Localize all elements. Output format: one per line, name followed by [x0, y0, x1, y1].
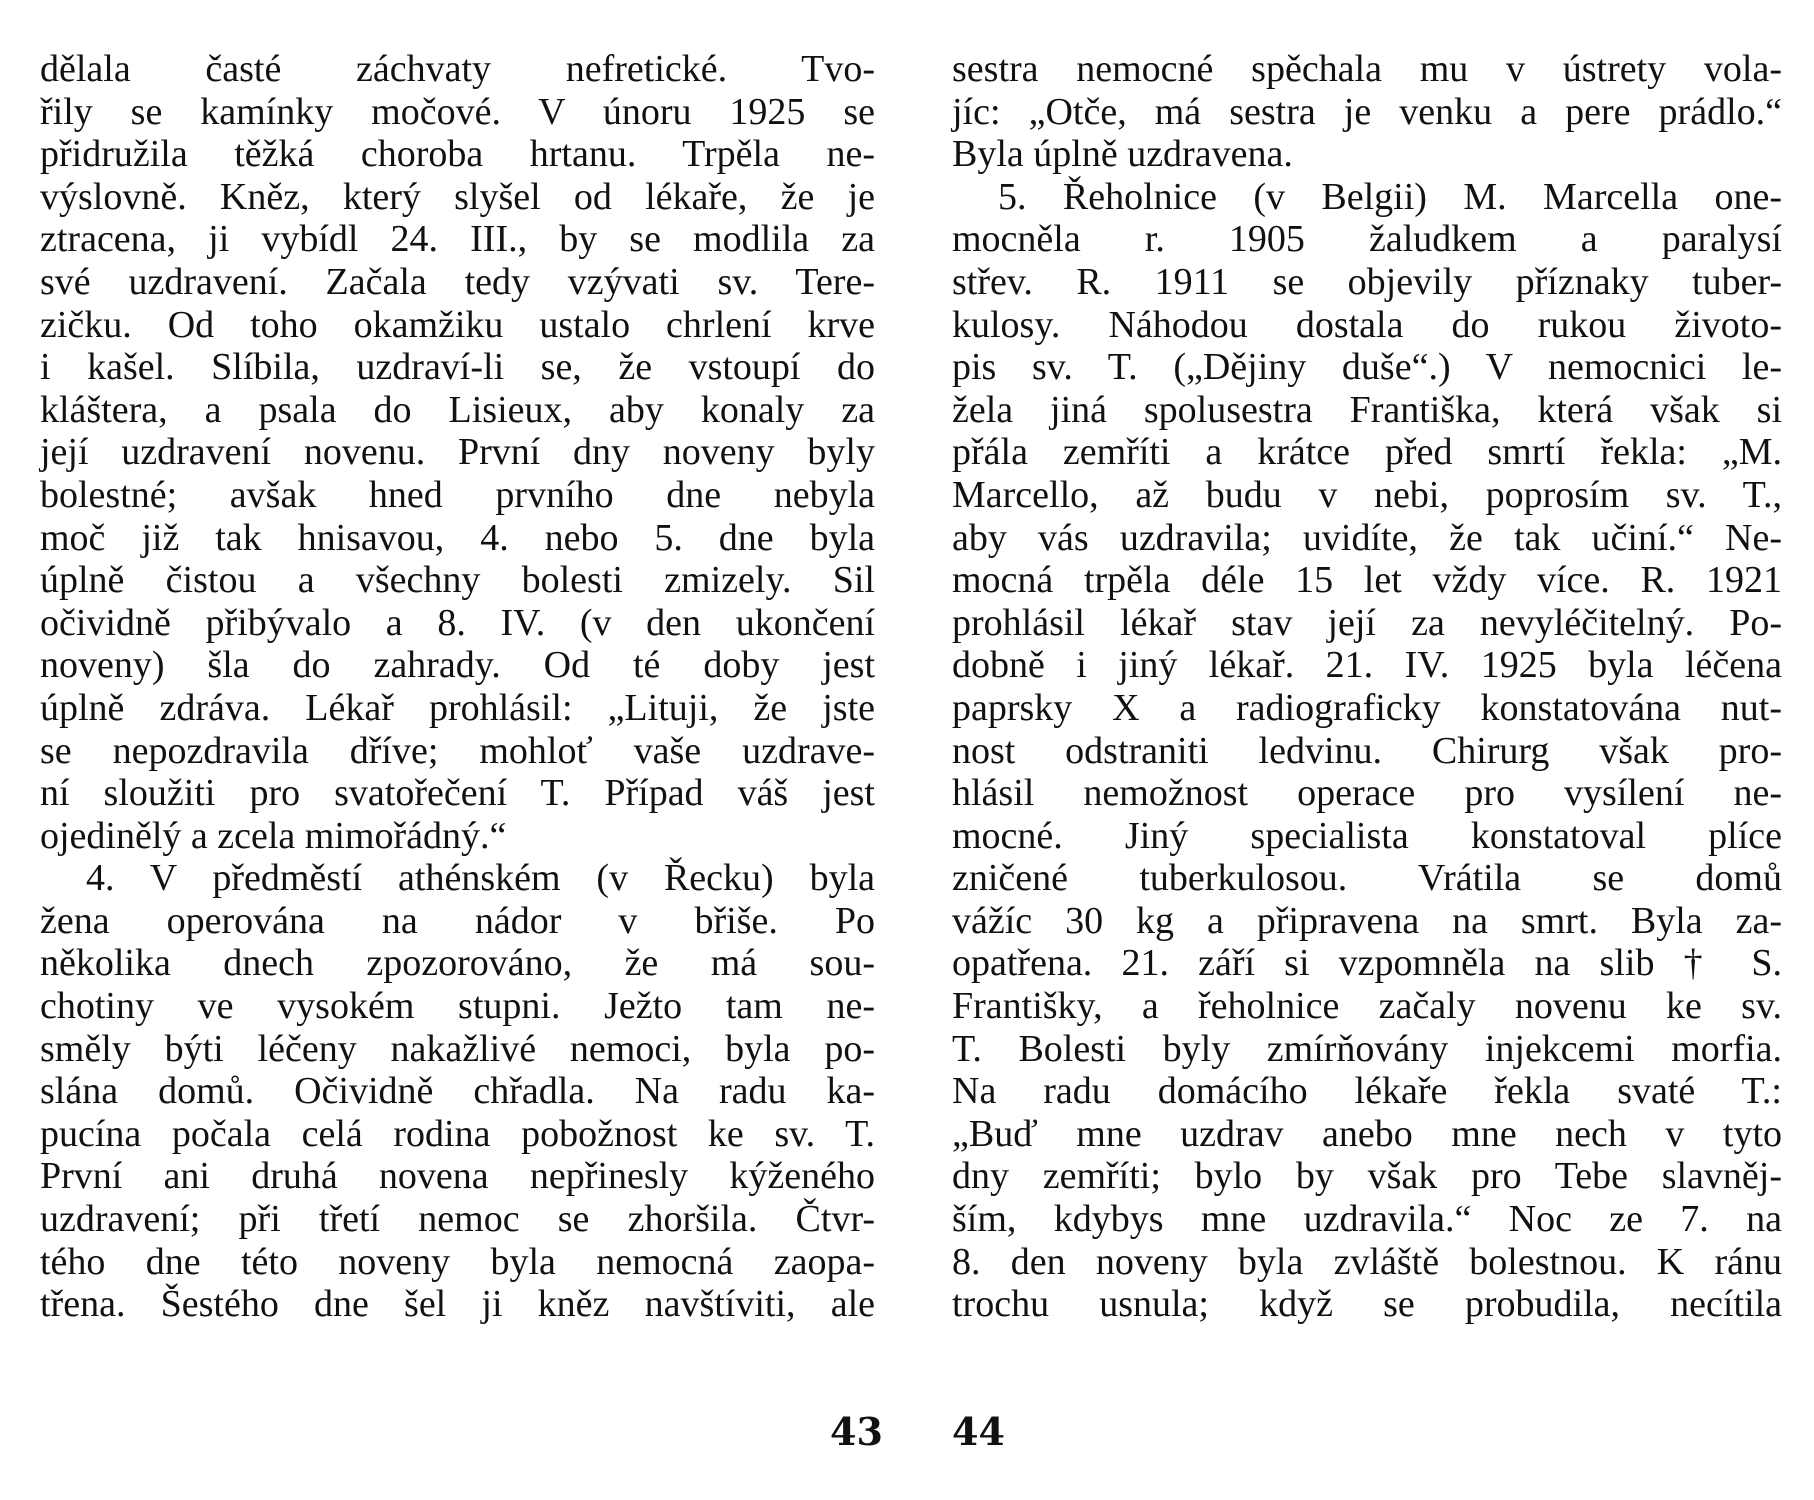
text-line: trochu usnula; když se probudila, necítila — [952, 1283, 1782, 1326]
text-line: slána domů. Očividně chřadla. Na radu ka- — [40, 1070, 875, 1113]
page-number-right: 44 — [952, 1409, 1005, 1454]
text-line: opatřena. 21. září si vzpomněla na slib † S. — [952, 942, 1782, 985]
text-line: Marcello, až budu v nebi, poprosím sv. T., — [952, 473, 1782, 516]
text-line: uzdravení; při třetí nemoc se zhoršila. Čtvr- — [40, 1198, 875, 1241]
text-line: mocněla r. 1905 žaludkem a paralysí — [952, 218, 1782, 261]
text-line: výslovně. Kněz, který slyšel od lékaře, že je — [40, 175, 875, 218]
text-line: střev. R. 1911 se objevily příznaky tuber- — [952, 260, 1782, 303]
text-line: mocná trpěla déle 15 let vždy více. R. 1921 — [952, 559, 1782, 602]
text-line: i kašel. Slíbila, uzdraví-li se, že vstoupí do — [40, 346, 875, 389]
paragraph-start-line: 4. V předměstí athénském (v Řecku) byla — [86, 857, 875, 900]
text-line: bolestné; avšak hned prvního dne nebyla — [40, 473, 875, 516]
text-line: ní sloužiti pro svatořečení T. Případ váš jest — [40, 772, 875, 815]
text-line: žela jiná spolusestra Františka, která však si — [952, 388, 1782, 431]
text-line: přidružila těžká choroba hrtanu. Trpěla ne- — [40, 133, 875, 176]
text-line: hlásil nemožnost operace pro vysílení ne- — [952, 772, 1782, 815]
text-line: ojedinělý a zcela mimořádný.“ — [40, 814, 507, 857]
text-line: ším, kdybys mne uzdravila.“ Noc ze 7. na — [952, 1198, 1782, 1241]
text-line: třena. Šestého dne šel ji kněz navštíviti, ale — [40, 1283, 875, 1326]
text-line: její uzdravení novenu. První dny noveny byly — [40, 431, 875, 474]
text-line: dělala časté záchvaty nefretické. Tvo- — [40, 48, 875, 90]
text-line: přála zemříti a krátce před smrtí řekla: „M. — [952, 431, 1782, 474]
text-line: aby vás uzdravila; uvidíte, že tak učiní.“ Ne- — [952, 516, 1782, 559]
text-line: zničené tuberkulosou. Vrátila se domů — [952, 857, 1782, 900]
text-line: úplně čistou a všechny bolesti zmizely. Sil — [40, 559, 875, 602]
text-line: kulosy. Náhodou dostala do rukou životo- — [952, 303, 1782, 346]
page-number-left: 43 — [830, 1409, 883, 1454]
left-page — [40, 48, 875, 1326]
text-line: „Buď mne uzdrav anebo mne nech v tyto — [952, 1112, 1782, 1155]
text-line: tého dne této noveny byla nemocná zaopa- — [40, 1240, 875, 1283]
text-line: své uzdravení. Začala tedy vzývati sv. Tere- — [40, 260, 875, 303]
text-line: T. Bolesti byly zmírňovány injekcemi morfia. — [952, 1027, 1782, 1070]
text-line: pis sv. T. („Dějiny duše“.) V nemocnici le- — [952, 346, 1782, 389]
text-line: se nepozdravila dříve; mohloť vaše uzdrave- — [40, 729, 875, 772]
text-line: Na radu domácího lékaře řekla svaté T.: — [952, 1070, 1782, 1113]
text-line: směly býti léčeny nakažlivé nemoci, byla po- — [40, 1027, 875, 1070]
text-line: očividně přibývalo a 8. IV. (v den ukončení — [40, 601, 875, 644]
text-line: Byla úplně uzdravena. — [952, 133, 1293, 176]
text-line: vážíc 30 kg a připravena na smrt. Byla za- — [952, 899, 1782, 942]
text-line: První ani druhá novena nepřinesly kýženého — [40, 1155, 875, 1198]
text-line: paprsky X a radiograficky konstatována nut- — [952, 686, 1782, 729]
text-line: pucína počala celá rodina pobožnost ke sv. T. — [40, 1112, 875, 1155]
text-line: noveny) šla do zahrady. Od té doby jest — [40, 644, 875, 687]
text-line: nost odstraniti ledvinu. Chirurg však pro- — [952, 729, 1782, 772]
text-line: úplně zdráva. Lékař prohlásil: „Lituji, že jste — [40, 686, 875, 729]
paragraph-start-line: 5. Řeholnice (v Belgii) M. Marcella one- — [998, 175, 1782, 218]
text-line: moč již tak hnisavou, 4. nebo 5. dne byla — [40, 516, 875, 559]
text-line: dobně i jiný lékař. 21. IV. 1925 byla léčena — [952, 644, 1782, 687]
text-line: zičku. Od toho okamžiku ustalo chrlení krve — [40, 303, 875, 346]
text-line: kláštera, a psala do Lisieux, aby konaly za — [40, 388, 875, 431]
text-line: Františky, a řeholnice začaly novenu ke sv. — [952, 985, 1782, 1028]
text-line: ztracena, ji vybídl 24. III., by se modlila za — [40, 218, 875, 261]
text-line: jíc: „Otče, má sestra je venku a pere prádlo.“ — [952, 90, 1782, 133]
text-line: žena operována na nádor v břiše. Po — [40, 899, 875, 942]
text-line: prohlásil lékař stav její za nevyléčitelný. Po- — [952, 601, 1782, 644]
text-line: sestra nemocné spěchala mu v ústrety vola- — [952, 48, 1782, 90]
right-page — [952, 48, 1782, 1326]
text-line: chotiny ve vysokém stupni. Ježto tam ne- — [40, 985, 875, 1028]
text-line: dny zemříti; bylo by však pro Tebe slavněj- — [952, 1155, 1782, 1198]
text-line: několika dnech zpozorováno, že má sou- — [40, 942, 875, 985]
text-line: 8. den noveny byla zvláště bolestnou. K ránu — [952, 1240, 1782, 1283]
text-line: řily se kamínky močové. V únoru 1925 se — [40, 90, 875, 133]
text-line: mocné. Jiný specialista konstatoval plíce — [952, 814, 1782, 857]
